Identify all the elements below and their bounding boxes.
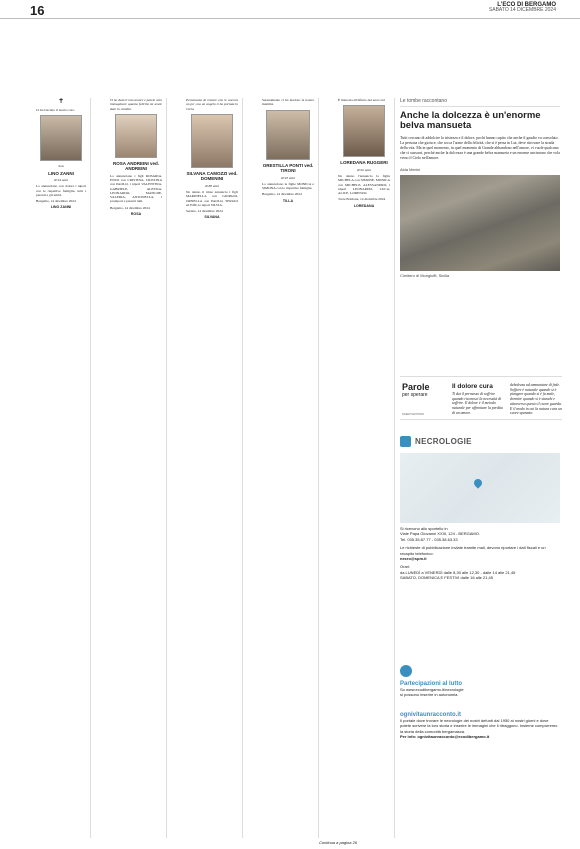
- portrait-photo: [115, 114, 157, 158]
- map-pin-icon: [472, 477, 483, 488]
- portrait-photo: [266, 110, 310, 160]
- column-divider: [242, 98, 243, 838]
- obituary-column-3: [186, 98, 238, 838]
- feature-author: Alda Merini: [400, 167, 421, 173]
- obituary-signature: ROSA: [130, 211, 142, 216]
- necro-hours-weekend: SABATO, DOMENICA E FESTIVI dalle 16 alle 21,45: [400, 575, 494, 581]
- online-condolences: [400, 665, 560, 698]
- deceased-name: LOREDANA RUGGERI: [340, 160, 388, 166]
- parole-text-continued: debolezza ad ammantare di fede. Soffrire è naturale quando si è piangere quando si è fa male, dormire quando si è stanchi e attraverso questo il cuore guarda. E il modo in cui la natura cura un cuore spezzato.: [510, 383, 562, 416]
- parole-title: Il dolore cura: [452, 383, 493, 390]
- deceased-age: di 62 anni: [356, 167, 372, 172]
- necrologie-box: [400, 436, 560, 581]
- obituary-column-2: [110, 98, 162, 838]
- obituary-column-1: [36, 98, 86, 838]
- obituary-text: Lo annunciano le figlie MONICA e SIMONA con le rispettive famiglie.: [262, 181, 314, 191]
- obituary-intro: Ci ha lasciato il nostro caro: [36, 108, 75, 112]
- necro-instructions: Le richieste di pubblicazione inviate tramite mail, devono riportare i dati fiscali e un recapito telefonico:: [400, 545, 546, 556]
- condolences-url[interactable]: Su www.ecodibergamo.it/necrologie: [400, 687, 464, 692]
- necrologie-info: [400, 526, 560, 581]
- obituary-text: Ne danno l'annuncio la figlia MICHELA con SIMONE, MONICA con MICHELE, ALESSANDRO, i nipoti LEONARDO, LUCA, ALICE, LORENZO.: [338, 174, 390, 196]
- deceased-name: SILVANA CAMOZZI ved. DOMENINI: [186, 170, 238, 182]
- obituary-intro: Serenamente ci ha lasciato la nostra mamma: [262, 98, 314, 107]
- obituary-column-5: [338, 98, 390, 833]
- necrologie-header: [400, 436, 560, 447]
- obituary-date: Seriate, 14 dicembre 2024: [186, 209, 223, 214]
- portrait-photo: [191, 114, 233, 168]
- column-divider: [318, 98, 319, 838]
- feature-article: [400, 98, 560, 278]
- feature-kicker: Le tombe raccontano: [400, 98, 560, 107]
- ognivita-title[interactable]: ognivitaunracconto.it: [400, 712, 462, 718]
- deceased-name: ROSA ANDREINI ved. ANDREINI: [113, 160, 159, 172]
- photo-caption: Cimitero di Mongiuffi, Sicilia: [400, 273, 450, 279]
- portrait-photo: [40, 115, 82, 161]
- parole-box: [400, 376, 562, 420]
- necro-address: Viale Papa Giovanni XXIII, 124 - BERGAMO.: [400, 531, 480, 537]
- parole-author: NOEMI SANTORO: [402, 413, 425, 416]
- publication-info: [489, 2, 556, 14]
- obituary-text: Ne danno il triste annuncio i figli MARINELLA con GIORGIO, ORNELLA con PAOLO, SERGIO ed EMI, le nipoti SILVIA.: [186, 190, 238, 207]
- cross-icon: ✝: [58, 98, 64, 105]
- column-divider: [394, 98, 395, 838]
- necro-phone: Tel. 035.35.87.77 - 035.38.63.33: [400, 536, 458, 542]
- necrologie-icon: [400, 436, 411, 447]
- cemetery-photo: [400, 175, 560, 271]
- deceased-name: ORESTILLA PONTI ved. TIRONI: [262, 162, 314, 174]
- parole-sub: per sperare: [402, 392, 428, 398]
- condolence-icon: [400, 665, 412, 677]
- obituary-signature: LOREDANA: [353, 203, 375, 208]
- page-number: 16: [30, 3, 45, 18]
- ognivita-box: [400, 712, 560, 740]
- obituary-quote: Vi ho dato il mio amore e potete solo immaginare quanta felicità mi avete dato in cambio.: [110, 98, 162, 111]
- deceased-name: LINO ZANNI: [48, 170, 74, 176]
- deceased-age: di 93 anni: [280, 175, 296, 180]
- obituary-date: Torre Boldone, 14 dicembre 2024: [338, 197, 386, 202]
- portrait-photo: [343, 105, 385, 157]
- publication-date: SABATO 14 DICEMBRE 2024: [488, 7, 556, 14]
- obituary-title: don: [58, 164, 64, 169]
- obituary-text: Lo annunciano con dolore i nipoti con le rispettive famiglie, tutti i parenti e gli amici.: [36, 184, 86, 197]
- obituary-text: Lo annunciano i figli ROSARIA, ENZO con CRISTINA, CRISTINA con PAOLO, i nipoti VALENTINA, GABRIELE, ALESSIA, LEONARDO, MATILDE, VALERIA, ANTONELLA, i pronipoti e parenti tutti.: [110, 173, 162, 204]
- necro-hours-label: Orari:: [400, 564, 410, 570]
- ognivita-contact[interactable]: Per info: ognivitaunracconto@ecodibergamo.it: [400, 734, 490, 740]
- page-header: [0, 0, 580, 19]
- necro-email[interactable]: necro@spm.it: [400, 555, 427, 561]
- obituary-date: Bergamo, 14 dicembre 2024: [36, 199, 76, 204]
- feature-title: Anche la dolcezza è un'enorme belva mansueta: [400, 110, 541, 132]
- deceased-age: di 94 anni: [53, 178, 69, 183]
- publication-name: L'ECO DI BERGAMO: [497, 2, 556, 8]
- location-map: [400, 453, 560, 523]
- obituary-intro: È mancata all'affetto dei suoi cari: [338, 98, 385, 102]
- obituary-date: Bergamo, 14 dicembre 2024: [110, 205, 150, 210]
- necro-hours-weekday: da LUNEDÌ a VENERDÌ dalle 8,30 alle 12,30 - dalle 14 alle 21,45: [400, 569, 516, 575]
- column-divider: [90, 98, 91, 838]
- parole-text: Ti dai il permesso di soffrire quando riconosci la necessità di soffrire. Il dolore è il metodo naturale per affrontare la perdita di un amore.: [452, 392, 503, 415]
- continued-notice: Continua a pagina 26: [319, 840, 358, 845]
- obituary-date: Bergamo, 14 dicembre 2024: [262, 192, 302, 197]
- obituary-signature: LINO ZANNI: [50, 205, 72, 210]
- feature-body: Tutti cercano di addolcire la tristezza e il dolore, pochi hanno capito che anche il gaudio va consolato. La persona che gioisce, che tocca l'acme della felicità, che si è persa in Lui, deve ritrovare la strada della vita. Ma in quel momento, in quel momento di Grande abbandono nell'amore, vi vuole qualcuno che ci sussurri, perché anche la dolcezza è una grande belva mansueta e un enorme uncinorno che vola verso il Cielo nell'amore.: [400, 135, 560, 161]
- obituary-signature: SILVANA: [204, 215, 220, 220]
- necro-line: Si ricevono allo sportello in: [400, 526, 448, 531]
- necrologie-title: NECROLOGIE: [415, 437, 472, 446]
- obituary-signature: TILLA: [282, 198, 294, 203]
- obituary-column-4: [262, 98, 314, 838]
- condolences-text: si possono inserire in autonomia.: [400, 692, 459, 698]
- obituary-quote: Pensavamo di restare con te ancora un po', ma un angelo ti ha portata in Cielo.: [186, 98, 238, 111]
- deceased-age: di 88 anni: [204, 183, 220, 188]
- column-divider: [166, 98, 167, 838]
- ognivita-text: Il portale dove trovare le necrologie dei nostri defunti dal 1950 ai nostri giorni e dove potete scrivere la loro storia e inserire le immagini che li ritraggono. Insieme comporremo la storia della comunità bergamasca.: [400, 718, 558, 734]
- condolences-title: Partecipazioni al lutto: [400, 681, 463, 687]
- parole-label: Parole: [402, 382, 430, 392]
